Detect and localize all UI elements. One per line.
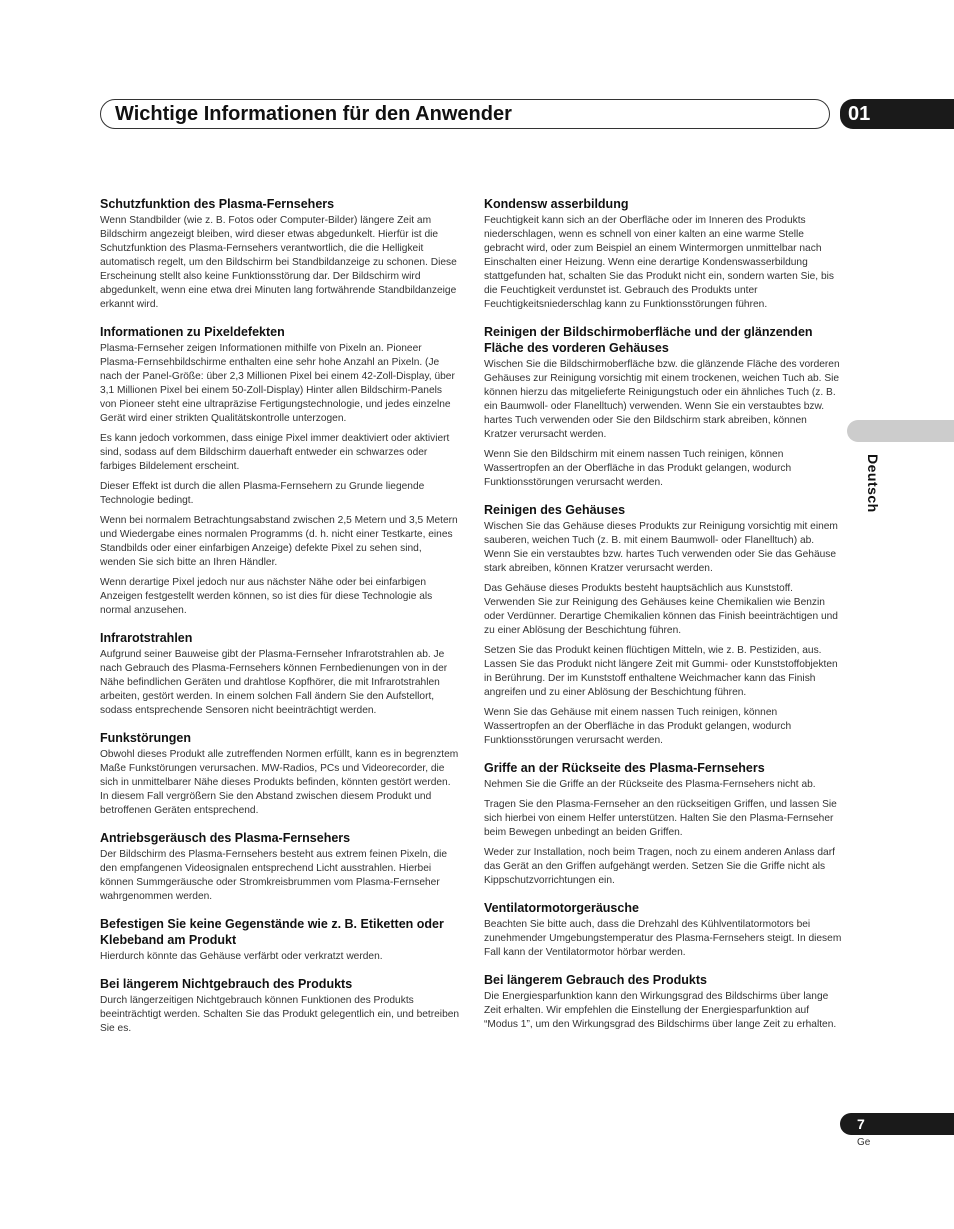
section (100, 324, 460, 618)
page-title: Wichtige Informationen für den Anwender (100, 99, 830, 129)
section-heading: Reinigen des Gehäuses (484, 503, 626, 517)
section-paragraph: Durch längerzeitigen Nichtgebrauch können Funktionen des Produkts beeinträchtigt werden. Schalten Sie das Produkt gelegentlich ein, und betreiben Sie es. (100, 995, 460, 1034)
section-paragraph: Nehmen Sie die Griffe an der Rückseite des Plasma-Fernsehers nicht ab. (484, 779, 816, 790)
section-paragraph: Wenn Standbilder (wie z. B. Fotos oder Computer-Bilder) längere Zeit am Bildschirm angezeigt bleiben, wird dieser etwas abgedunkelt. Hierfür ist die Schutzfunktion des Plasma-Fernsehers verantwortlich, die die Helligkeit automatisch regelt, um den Bildschirm bei Standbildanzeige zu schonen. Diese Erscheinung stellt also keine Funktionsstörung dar. Der Bildschirm wird abgedunkelt, wenn eine etwa drei Minuten lang fortwährende Standbildanzeige erkannt wird. (100, 215, 457, 310)
section (100, 830, 460, 904)
section-heading: Befestigen Sie keine Gegenstände wie z. B. Etiketten oder Klebeband am Produkt (100, 917, 444, 947)
section-paragraph: Das Gehäuse dieses Produkts besteht hauptsächlich aus Kunststoff. Verwenden Sie zur Reinigung des Gehäuses keine Chemikalien wie Benzin oder Verdünner. Derartige Chemikalien können das Finish beeinträchtigen und zu einer Ablösung der Beschichtung führen. (484, 583, 838, 636)
section-paragraph: Wenn Sie das Gehäuse mit einem nassen Tuch reinigen, können Wassertropfen an der Oberfläche in das Produkt gelangen, wodurch Funktionsstörungen verursacht werden. (484, 707, 792, 746)
section-heading: Kondensw asserbildung (484, 197, 629, 211)
section-paragraph: Setzen Sie das Produkt keinen flüchtigen Mitteln, wie z. B. Pestiziden, aus. Lassen Sie das Produkt nicht längere Zeit mit Gummi- oder Kunststoffobjekten in Berührung. Der im Kunststoff enthaltene Weichmacher kann das Finish angreifen und zu einer Ablösung der Beschichtung führen. (484, 645, 838, 698)
section-paragraph: Dieser Effekt ist durch die allen Plasma-Fernsehern zu Grunde liegende Technologie bedingt. (100, 481, 425, 506)
language-code: Ge (857, 1137, 871, 1148)
left-column (100, 196, 460, 1048)
language-tab (847, 420, 954, 442)
section-paragraph: Feuchtigkeit kann sich an der Oberfläche oder im Inneren des Produkts niederschlagen, wenn es schnell von einer kalten an eine warme Stelle gebracht wird, oder zum Beispiel an einem Wintermorgen unmittelbar nach Einschalten einer Heizung. Wenn eine derartige Kondenswasserbildung stattgefunden hat, schalten Sie das Produkt nicht ein, sondern warten Sie, bis die Feuchtigkeit verdunstet ist. Gebrauch des Produkts unter Feuchtigkeitsniederschlag kann zu Funktionsstörungen führen. (484, 215, 834, 310)
section (100, 630, 460, 718)
section-paragraph: Wischen Sie das Gehäuse dieses Produkts zur Reinigung vorsichtig mit einem sauberen, weichen Tuch (z. B. mit einem Baumwoll- oder Flanelltuch) ab. Wenn Sie ein verstaubtes bzw. hartes Tuch verwenden oder Sie das Gehäuse stark abreiben, können Kratzer verursacht werden. (484, 521, 838, 574)
section-heading: Reinigen der Bildschirmoberfläche und der glänzenden Fläche des vorderen Gehäuses (484, 325, 813, 355)
section-paragraph: Der Bildschirm des Plasma-Fernsehers besteht aus extrem feinen Pixeln, die den empfangenen Videosignalen entsprechend Licht ausstrahlen. Hierbei können Summgeräusche oder Stromkreisbrummen vom Plasma-Fernseher wahrgenommen werden. (100, 849, 448, 902)
chapter-number: 01 (840, 99, 954, 129)
section-paragraph: Beachten Sie bitte auch, dass die Drehzahl des Kühlventilatormotors bei zunehmender Umgebungstemperatur des Plasma-Fernsehers steigt. In diesem Fall kann der Ventilatormotor hörbar werden. (484, 919, 842, 958)
section-paragraph: Obwohl dieses Produkt alle zutreffenden Normen erfüllt, kann es in begrenztem Maße Funkstörungen verursachen. MW-Radios, PCs und Videorecorder, die sich in unmittelbarer Nähe dieses Produkts befinden, könnten gestört werden. In diesem Fall vergrößern Sie den Abstand zwischen diesem Produkt und betroffenen Geräten entsprechend. (100, 749, 459, 816)
section-paragraph: Aufgrund seiner Bauweise gibt der Plasma-Fernseher Infrarotstrahlen ab. Je nach Gebrauch des Plasma-Fernsehers können Fernbedienungen von in der Nähe befindlichen Geräten und drahtlose Kopfhörer, die mit Infrarotstrahlen arbeiten, gestört werden. In einem solchen Fall ändern Sie den Aufstellort, sodass entsprechende Sensoren nicht beeinträchtigt werden. (100, 649, 448, 716)
language-label: Deutsch (865, 454, 881, 513)
section-paragraph: Wenn derartige Pixel jedoch nur aus nächster Nähe oder bei einfarbigen Anzeigen festgestellt werden können, so ist dies für diese Technologie als normal anzusehen. (100, 577, 433, 616)
section-paragraph: Hierdurch könnte das Gehäuse verfärbt oder verkratzt werden. (100, 951, 383, 962)
section-heading: Schutzfunktion des Plasma-Fernsehers (100, 197, 335, 211)
section (100, 916, 460, 964)
section-heading: Funkstörungen (100, 731, 191, 745)
section (100, 196, 460, 312)
section-paragraph: Es kann jedoch vorkommen, dass einige Pixel immer deaktiviert oder aktiviert sind, sodass auf dem Bildschirm dauerhaft entweder ein schwarzes oder farbiges Bildelement erscheint. (100, 433, 450, 472)
section-heading: Informationen zu Pixeldefekten (100, 325, 285, 339)
section (484, 502, 842, 748)
section-heading: Bei längerem Nichtgebrauch des Produkts (100, 977, 353, 991)
section (484, 324, 842, 490)
section-heading: Bei längerem Gebrauch des Produkts (484, 973, 707, 987)
section-paragraph: Weder zur Installation, noch beim Tragen, noch zu einem anderen Anlass darf das Gerät an den Griffen aufgehängt werden. Setzen Sie die Griffe nicht als Kippschutzvorrichtungen ein. (484, 847, 835, 886)
section (100, 976, 460, 1036)
section-paragraph: Wischen Sie die Bildschirmoberfläche bzw. die glänzende Fläche des vorderen Gehäuses zur Reinigung vorsichtig mit einem trockenen, weichen Tuch ab. Sie können hierzu das mitgelieferte Reinigungstuch oder ein ähnliches Tuch (z. B. ein Baumwoll- oder Flanelltuch) verwenden. Wenn Sie ein verstaubtes bzw. hartes Tuch verwenden oder Sie den Bildschirm stark abreiben, können Kratzer verursacht werden. (484, 359, 840, 440)
section (484, 196, 842, 312)
page-number: 7 (857, 1116, 865, 1132)
section (484, 760, 842, 888)
section (100, 730, 460, 818)
right-column (484, 196, 842, 1044)
section-paragraph: Wenn bei normalem Betrachtungsabstand zwischen 2,5 Metern und 3,5 Metern und Wiedergabe eines normalen Programms (d. h. nicht einer Testkarte, eines Standbilds oder einer einfarbigen Anzeige) defekte Pixel zu sehen sind, wenden Sie sich bitte an Ihren Händler. (100, 515, 458, 568)
section-paragraph: Tragen Sie den Plasma-Fernseher an den rückseitigen Griffen, und lassen Sie sich hierbei von einem Helfer unterstützen. Halten Sie den Plasma-Fernseher beim Bewegen unbedingt an beiden Griffen. (484, 799, 837, 838)
section-heading: Antriebsgeräusch des Plasma-Fernsehers (100, 831, 351, 845)
section-heading: Ventilatormotorgeräusche (484, 901, 639, 915)
section (484, 900, 842, 960)
section-paragraph: Plasma-Fernseher zeigen Informationen mithilfe von Pixeln an. Pioneer Plasma-Fernsehbildschirme enthalten eine sehr hohe Anzahl an Pixeln. (Je nach der Panel-Größe: über 2,3 Millionen Pixel bei einem 42-Zoll-Display, über 3,1 Millionen Pixel bei einem 50-Zoll-Display) Hinter allen Bildschirm-Panels von Pioneer steht eine ultrapräzise Fertigungstechnologie, und jedes einzelne Gerät wird einer strikten Qualitätskontrolle unterzogen. (100, 343, 455, 424)
section-heading: Infrarotstrahlen (100, 631, 193, 645)
section (484, 972, 842, 1032)
section-heading: Griffe an der Rückseite des Plasma-Fernsehers (484, 761, 765, 775)
section-paragraph: Die Energiesparfunktion kann den Wirkungsgrad des Bildschirms über lange Zeit erhalten. Wir empfehlen die Einstellung der Energiesparfunktion auf “Modus 1”, um den Wirkungsgrad des Bildschirms über lange Zeit zu erhalten. (484, 991, 837, 1030)
section-paragraph: Wenn Sie den Bildschirm mit einem nassen Tuch reinigen, können Wassertropfen an der Oberfläche in das Produkt gelangen, wodurch Funktionsstörungen verursacht werden. (484, 449, 792, 488)
